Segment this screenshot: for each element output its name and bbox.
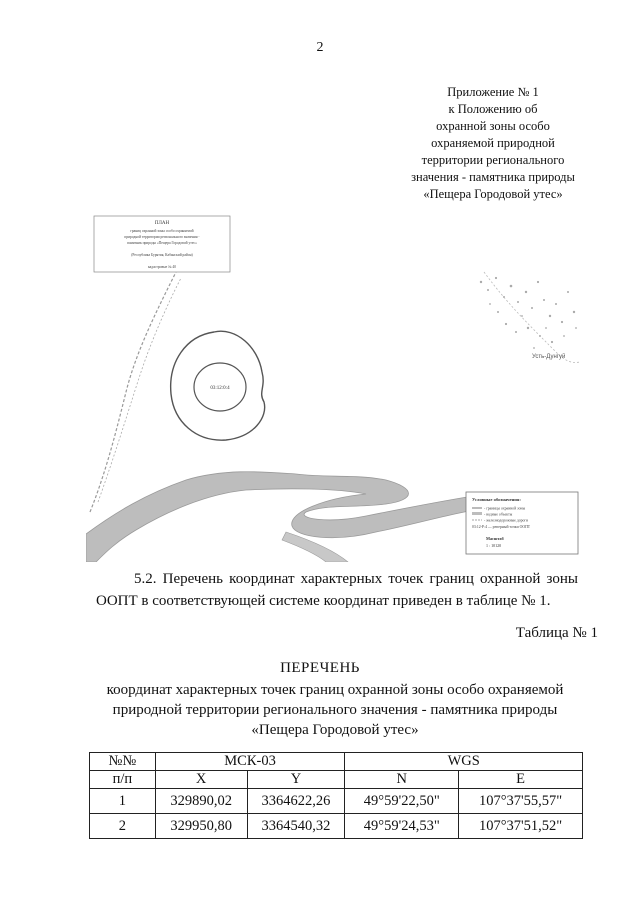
cell-num: 2: [90, 814, 156, 839]
plan-title: ПЛАН: [154, 221, 170, 226]
plan-line: границ охранной зоны особо охраняемой: [130, 229, 194, 233]
settlement-road: [484, 272, 580, 363]
header-wgs: WGS: [345, 753, 583, 771]
header-num-top: №№: [90, 753, 156, 771]
cell-y: 3364540,32: [247, 814, 345, 839]
list-subtitle: координат характерных точек границ охранной зоны особо охраняемой природной территории регионального значения - памятника природы «Пещера Городовой утес»: [106, 682, 564, 738]
appendix-line: «Пещера Городовой утес»: [423, 187, 563, 201]
legend-item: - границы охранной зоны: [484, 506, 526, 511]
legend-item: - железнодорожные дороги: [484, 518, 529, 523]
scale-value: 1 : 10120: [486, 543, 502, 548]
plan-line: памятник природы «Пещера Городовой утес»: [127, 241, 197, 245]
coordinates-table: [89, 752, 583, 839]
cell-lon: 107°37'51,52": [459, 814, 583, 839]
table-row: [90, 814, 583, 839]
plan-line: кадастровые № 40: [147, 265, 177, 269]
river: [86, 472, 488, 562]
list-title: ПЕРЕЧЕНЬ: [280, 660, 360, 676]
legend-title: Условные обозначения:: [472, 497, 521, 502]
header-n: N: [345, 771, 459, 789]
cell-lat: 49°59'22,50": [345, 789, 459, 814]
road-line: [98, 278, 181, 502]
cell-num: 1: [90, 789, 156, 814]
town-label: Усть-Дунгуй: [532, 354, 566, 360]
header-x: X: [155, 771, 247, 789]
cell-lat: 49°59'24,53": [345, 814, 459, 839]
plan-line: природной территории регионального значения -: [124, 235, 200, 239]
appendix-line: к Положению об: [448, 102, 538, 116]
table-row: [90, 789, 583, 814]
appendix-line: территории регионального: [421, 153, 565, 167]
header-y: Y: [247, 771, 345, 789]
header-e: E: [459, 771, 583, 789]
plan-title-box: [94, 216, 230, 272]
page-number: 2: [316, 40, 324, 55]
appendix-line: охраняемой природной: [431, 136, 555, 150]
settlement-area: [480, 277, 577, 349]
plan-line: (Республика Бурятия, Кабанский район): [131, 253, 193, 257]
cell-lon: 107°37'55,57": [459, 789, 583, 814]
appendix-line: значения - памятника природы: [411, 170, 575, 184]
zone-label: 03:12:0:4: [210, 386, 230, 391]
appendix-line: охранной зоны особо: [436, 119, 550, 133]
railway-line: [90, 272, 176, 512]
table-label: Таблица № 1: [515, 625, 598, 641]
cell-y: 3364622,26: [247, 789, 345, 814]
appendix-header: [398, 84, 588, 203]
table-subheader-row: [90, 771, 583, 789]
site-map: [86, 212, 580, 562]
legend-item: 03:12-P:4 — реперный точки ООПТ: [472, 525, 531, 529]
table-header-row: [90, 753, 583, 771]
protection-zone: [171, 331, 265, 440]
cell-x: 329950,80: [155, 814, 247, 839]
map-legend: [466, 492, 578, 554]
header-msk: МСК-03: [155, 753, 345, 771]
scale-label: Масштаб: [486, 536, 504, 541]
paragraph-5-2: 5.2. Перечень координат характерных точек границ охранной зоны ООПТ в соответствующей системе координат приведен в таблице № 1.: [96, 571, 578, 609]
legend-item: - водные объекты: [484, 512, 513, 517]
header-num-bottom: п/п: [90, 771, 156, 789]
appendix-line: Приложение № 1: [447, 85, 539, 99]
cell-x: 329890,02: [155, 789, 247, 814]
